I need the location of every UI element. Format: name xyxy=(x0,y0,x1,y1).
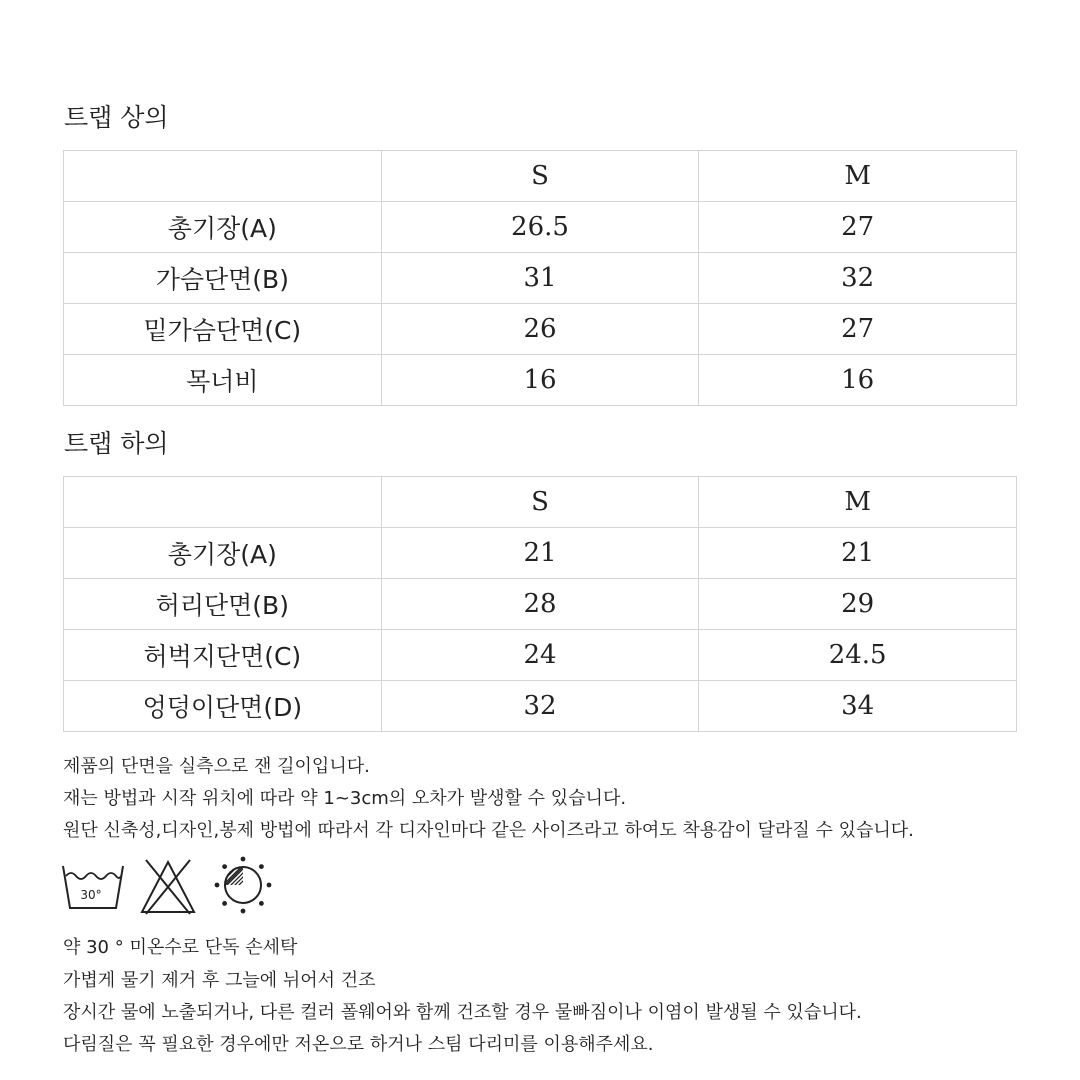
table-row xyxy=(64,630,1017,681)
bottom-size-table xyxy=(63,476,1017,732)
header-cell xyxy=(64,477,382,528)
table-cell: 28 xyxy=(381,579,699,630)
table-cell: 27 xyxy=(699,202,1017,253)
measure-note: 원단 신축성,디자인,봉제 방법에 따라서 각 디자인마다 같은 사이즈라고 하여도 착용감이 달라질 수 있습니다. xyxy=(63,820,914,841)
header-cell: M xyxy=(699,477,1017,528)
table-row xyxy=(64,253,1017,304)
care-note: 약 30 ° 미온수로 단독 손세탁 xyxy=(63,937,298,958)
row-label: 허리단면(B) xyxy=(64,579,382,630)
care-note: 가볍게 물기 제거 후 그늘에 뉘어서 건조 xyxy=(63,970,376,991)
table-cell: 16 xyxy=(699,355,1017,406)
table-cell: 34 xyxy=(699,681,1017,732)
hand-wash-30-icon xyxy=(60,858,126,916)
header-cell: S xyxy=(381,151,699,202)
table-row xyxy=(64,304,1017,355)
table-cell: 29 xyxy=(699,579,1017,630)
table-cell: 32 xyxy=(381,681,699,732)
bottom-table-title: 트랩 하의 xyxy=(64,429,169,458)
row-label: 목너비 xyxy=(64,355,382,406)
header-cell: S xyxy=(381,477,699,528)
row-label: 허벅지단면(C) xyxy=(64,630,382,681)
no-bleach-icon xyxy=(138,856,198,918)
table-row xyxy=(64,528,1017,579)
table-cell: 26.5 xyxy=(381,202,699,253)
care-note: 장시간 물에 노출되거나, 다른 컬러 폴웨어와 함께 건조할 경우 물빠짐이나 이염이 발생될 수 있습니다. xyxy=(63,1002,862,1023)
header-cell: M xyxy=(699,151,1017,202)
measure-note: 재는 방법과 시작 위치에 따라 약 1~3cm의 오차가 발생할 수 있습니다. xyxy=(63,788,627,809)
table-cell: 21 xyxy=(699,528,1017,579)
row-label: 총기장(A) xyxy=(64,528,382,579)
row-label: 총기장(A) xyxy=(64,202,382,253)
table-row xyxy=(64,355,1017,406)
row-label: 엉덩이단면(D) xyxy=(64,681,382,732)
table-cell: 26 xyxy=(381,304,699,355)
header-cell xyxy=(64,151,382,202)
table-row xyxy=(64,681,1017,732)
table-cell: 31 xyxy=(381,253,699,304)
table-cell: 21 xyxy=(381,528,699,579)
table-cell: 27 xyxy=(699,304,1017,355)
table-cell: 24.5 xyxy=(699,630,1017,681)
care-note: 다림질은 꼭 필요한 경우에만 저온으로 하거나 스팀 다리미를 이용해주세요. xyxy=(63,1034,654,1055)
table-row xyxy=(64,579,1017,630)
wash-temp-label: 30° xyxy=(80,888,102,902)
table-cell: 24 xyxy=(381,630,699,681)
row-label: 밑가슴단면(C) xyxy=(64,304,382,355)
measure-note: 제품의 단면을 실측으로 잰 길이입니다. xyxy=(63,756,370,777)
top-table-title: 트랩 상의 xyxy=(64,103,169,132)
top-size-table xyxy=(63,150,1017,406)
row-label: 가슴단면(B) xyxy=(64,253,382,304)
table-header-row xyxy=(64,151,1017,202)
table-cell: 32 xyxy=(699,253,1017,304)
table-header-row xyxy=(64,477,1017,528)
dry-in-shade-icon xyxy=(212,854,274,916)
table-row xyxy=(64,202,1017,253)
table-cell: 16 xyxy=(381,355,699,406)
